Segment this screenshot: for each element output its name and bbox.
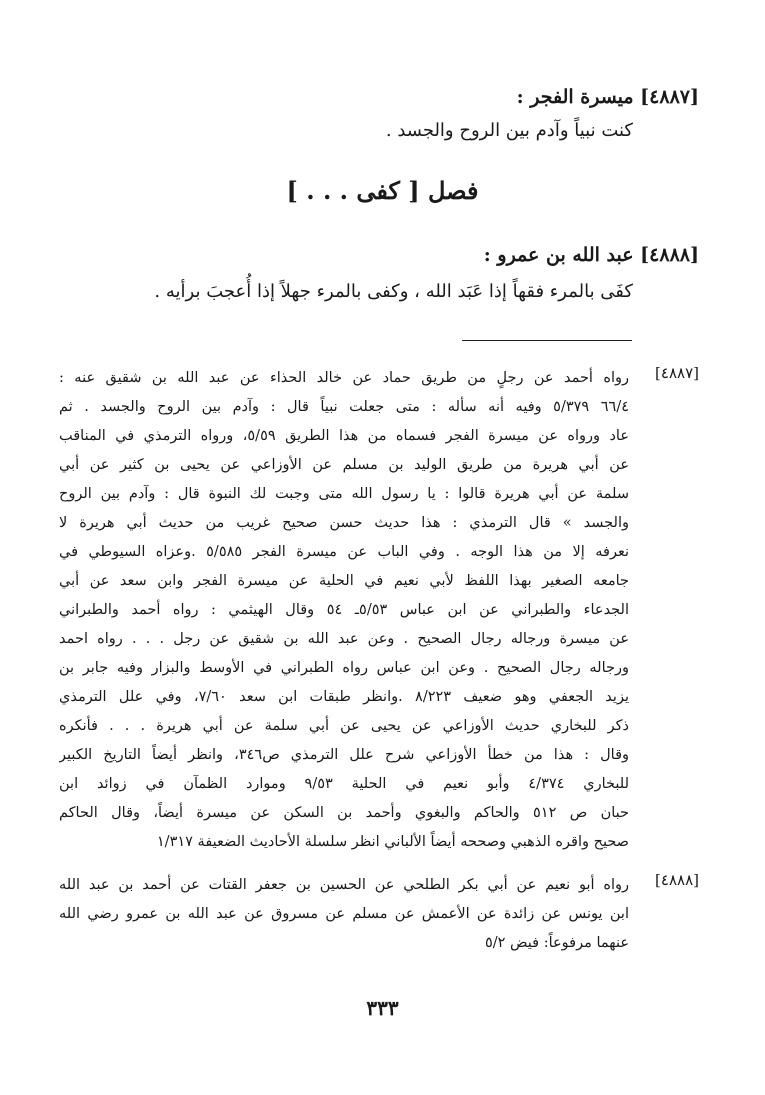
footnotes <box>59 364 699 958</box>
page-number: ٣٣٣ <box>366 996 399 1020</box>
footnote-4888 <box>59 871 699 958</box>
footnote-line: للبخاري ٤/٣٧٤ وأبو نعيم في الحلية ٩/٥٣ وموارد الظمآن في زوائد ابن <box>59 776 629 792</box>
footnote-line: نعرفه إلا من هذا الوجه . وفي الباب عن ميسرة الفجر ٥/٥٨٥ .وعزاه السيوطي في <box>59 544 629 560</box>
footnote-line: والجسد » قال الترمذي : هذا حديث حسن صحيح غريب من حديث أبي هريرة لا <box>59 515 629 531</box>
footnote-line: ٦٦/٤ ٥/٣٧٩ وفيه أنه سأله : متى جعلت نبياً قال : وآدم بين الروح والجسد . ثم <box>59 399 629 415</box>
footnote-line: حبان ص ٥١٢ والحاكم والبغوي وأحمد بن السكن عن ميسرة أيضاً، وقال الحاكم <box>59 805 629 821</box>
footnote-line: رواه أبو نعيم عن أبي بكر الطلحي عن الحسين بن جعفر القتات عن أحمد بن عبد الله <box>59 877 629 893</box>
entry-heading-4888: [٤٨٨٨] عبد الله بن عمرو : <box>483 244 699 266</box>
footnote-line: ابن يونس عن زائدة عن الأعمش عن مسلم عن مسروق عن عبد الله بن عمرو رضي الله <box>59 906 629 922</box>
footnote-line: يزيد الجعفي وهو ضعيف ٨/٢٢٣ .وانظر طبقات ابن سعد ٧/٦٠، وفي علل الترمذي <box>59 689 629 705</box>
footnote-line: عن أبي هريرة من طريق الوليد بن مسلم عن الأوزاعي عن يحيى بن كثير عن أبي <box>59 457 629 473</box>
footnote-line: عنهما مرفوعاً: فيض ٥/٢ <box>484 935 629 951</box>
footnote-line: وقال : هذا من خطأ الأوزاعي شرح علل الترمذي ص٣٤٦، وانظر أيضاً التاريخ الكبير <box>59 747 629 763</box>
footnote-4887 <box>59 364 699 857</box>
footnote-line: ذكر للبخاري حديث الأوزاعي عن يحيى عن أبي سلمة عن أبي هريرة . . . فأنكره <box>59 718 629 734</box>
footnote-line: الجدعاء والطبراني عن ابن عباس ٥/٥٣ـ ٥٤ وقال الهيثمي : رواه أحمد والطبراني <box>59 602 629 618</box>
footnote-line: رواه أحمد عن رجلٍ من طريق حماد عن خالد الحذاء عن عبد الله بن شقيق عنه : <box>59 370 629 386</box>
footnote-line: عن ميسرة ورجاله رجال الصحيح . وعن عبد الله بن شقيق عن رجل . . . رواه احمد <box>59 631 629 647</box>
footnote-line: صحيح واقره الذهبي وصححه أيضاً الألباني انظر سلسلة الأحاديث الضعيفة ١/٣١٧ <box>156 834 629 850</box>
entry-text-4887: كنت نبياً وآدم بين الروح والجسد . <box>385 120 633 141</box>
footnote-line: سلمة عن أبي هريرة قالوا : يا رسول الله متى وجبت لك النبوة قال : وآدم بين الروح <box>59 486 629 502</box>
entry-heading-4887: [٤٨٨٧] ميسرة الفجر : <box>516 86 699 108</box>
entry-text-4888: كفَى بالمرء فقهاً إذا عَبَد الله ، وكفى بالمرء جهلاً إذا أُعجبَ برأيه . <box>154 281 633 302</box>
footnote-line: جامعه الصغير بهذا اللفظ لأبي نعيم في الحلية عن ميسرة الفجر وابن سعد عن أبي <box>59 573 629 589</box>
footnote-number: [٤٨٨٧] <box>655 364 699 382</box>
footnote-line: عاد ورواه عن ميسرة الفجر فسماه من هذا الطريق ٥/٥٩، ورواه الترمذي في المناقب <box>59 428 629 444</box>
section-title: فصل [ كفى . . . ] <box>286 176 479 205</box>
footnote-number: [٤٨٨٨] <box>655 871 699 889</box>
footnote-separator <box>462 340 632 341</box>
footnote-line: ورجاله رجال الصحيح . وعن ابن عباس رواه الطبراني في الأوسط والبزار وفيه جابر بن <box>59 660 629 676</box>
